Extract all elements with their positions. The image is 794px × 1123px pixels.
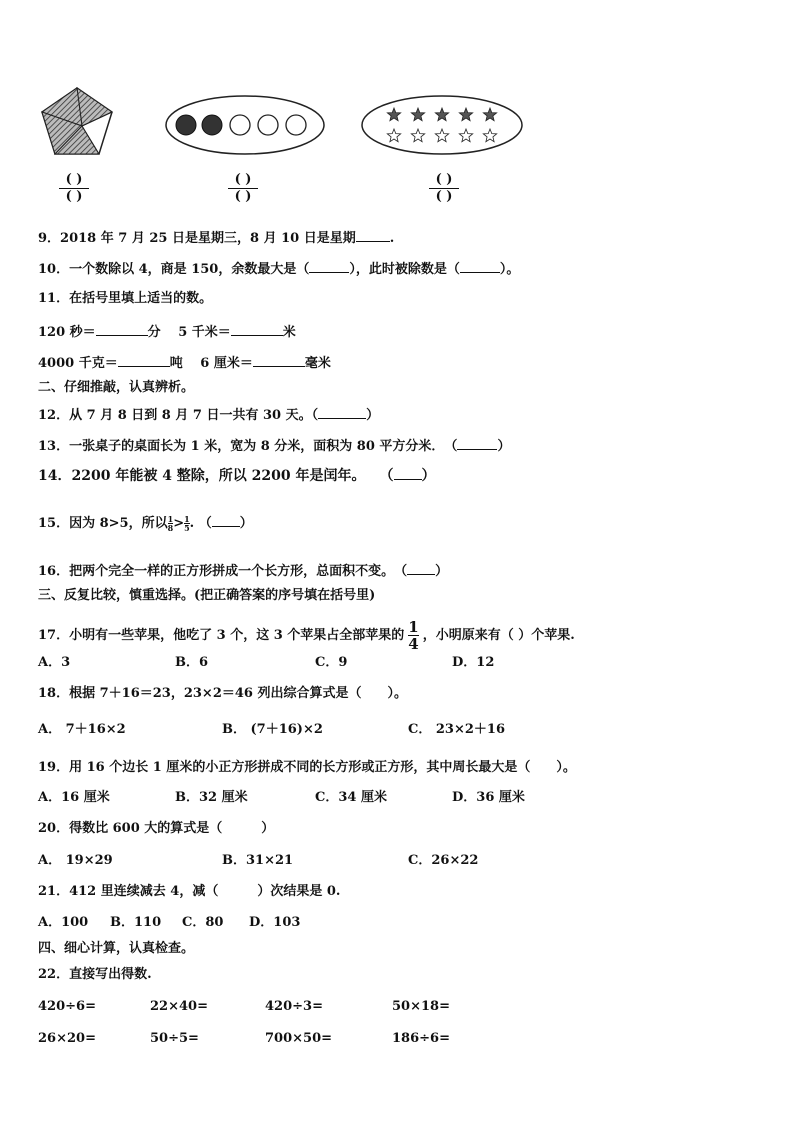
answer-blank[interactable] <box>309 260 349 273</box>
circles-oval-figure <box>164 94 326 156</box>
q20-option-b[interactable]: B．31×21 <box>222 853 294 868</box>
q21-option-a[interactable]: A．100 <box>38 915 89 930</box>
q21-option-c[interactable]: C．80 <box>182 915 224 930</box>
q19-option-a[interactable]: A．16 厘米 <box>38 790 110 805</box>
question-14: 14．2200 年能被 4 整除，所以 2200 年是闰年。 （ ） <box>38 468 436 484</box>
answer-blank[interactable] <box>356 229 390 242</box>
calc-item: 50×18= <box>392 999 450 1014</box>
q20-option-c[interactable]: C．26×22 <box>408 853 479 868</box>
question-10: 10．一个数除以 4，商是 150，余数最大是（ ），此时被除数是（ ）。 <box>38 262 520 277</box>
question-13: 13．一张桌子的桌面长为 1 米，宽为 8 分米，面积为 80 平方分米． （ ） <box>38 439 511 454</box>
fraction-blank-1: ( ) ( ) <box>54 173 94 204</box>
section-4-heading: 四、细心计算，认真检查。 <box>38 941 195 956</box>
question-17: 17．小明有一些苹果，他吃了 3 个，这 3 个苹果占全部苹果的 $\frac{1}{4}$ ，小明原来有（ ）个苹果. <box>38 618 575 653</box>
answer-blank[interactable] <box>253 354 305 367</box>
section-2-heading: 二、仔细推敲，认真辨析。 <box>38 380 195 395</box>
fraction-1-4: $\frac{1}{4}$ <box>408 618 419 653</box>
answer-blank[interactable] <box>318 406 366 419</box>
q20-option-a[interactable]: A． 19×29 <box>38 853 113 868</box>
q17-option-b[interactable]: B．6 <box>175 655 209 670</box>
stars-oval-figure <box>360 94 524 156</box>
fraction-blank-2: ( ) ( ) <box>223 173 263 204</box>
calc-item: 26×20= <box>38 1031 96 1046</box>
calc-item: 700×50= <box>265 1031 333 1046</box>
answer-blank[interactable] <box>96 323 148 336</box>
question-11-row-2: 4000 千克＝ 吨 6 厘米＝ 毫米 <box>38 356 331 371</box>
question-19: 19．用 16 个边长 1 厘米的小正方形拼成不同的长方形或正方形，其中周长最大是（ ）。 <box>38 760 576 775</box>
q17-option-d[interactable]: D．12 <box>452 655 495 670</box>
q19-option-d[interactable]: D．36 厘米 <box>452 790 525 805</box>
q21-option-d[interactable]: D．103 <box>249 915 301 930</box>
q18-option-c[interactable]: C． 23×2＋16 <box>408 722 505 737</box>
calc-item: 420÷3= <box>265 999 323 1014</box>
answer-blank[interactable] <box>457 437 497 450</box>
q18-option-b[interactable]: B． (7＋16)×2 <box>222 722 323 737</box>
q19-option-b[interactable]: B．32 厘米 <box>175 790 248 805</box>
section-3-heading: 三、反复比较，慎重选择。(把正确答案的序号填在括号里) <box>38 588 376 603</box>
question-9: 9．2018 年 7 月 25 日是星期三，8 月 10 日是星期 . <box>38 231 395 246</box>
q19-option-c[interactable]: C．34 厘米 <box>315 790 387 805</box>
calc-item: 186÷6= <box>392 1031 450 1046</box>
q18-option-a[interactable]: A． 7＋16×2 <box>38 722 126 737</box>
q17-option-c[interactable]: C．9 <box>315 655 348 670</box>
question-18: 18．根据 7＋16＝23，23×2＝46 列出综合算式是（ ）。 <box>38 686 407 701</box>
answer-blank[interactable] <box>212 514 240 527</box>
q21-option-b[interactable]: B．110 <box>110 915 162 930</box>
calc-item: 22×40= <box>150 999 208 1014</box>
answer-blank[interactable] <box>394 467 422 480</box>
answer-blank[interactable] <box>460 260 500 273</box>
calc-item: 50÷5= <box>150 1031 199 1046</box>
question-16: 16．把两个完全一样的正方形拼成一个长方形，总面积不变。 （ ） <box>38 564 449 579</box>
question-22: 22．直接写出得数. <box>38 967 152 982</box>
question-11: 11．在括号里填上适当的数。 <box>38 291 213 306</box>
question-11-row-1: 120 秒＝ 分 5 千米＝ 米 <box>38 325 296 340</box>
fraction-blank-3: ( ) ( ) <box>424 173 464 204</box>
question-15: 15．因为 8>5，所以 $\frac{1}{8}$ > $\frac{1}{5}$ . （ ） <box>38 514 253 533</box>
answer-blank[interactable] <box>407 562 435 575</box>
question-12: 12．从 7 月 8 日到 8 月 7 日一共有 30 天。（ ） <box>38 408 380 423</box>
question-20: 20．得数比 600 大的算式是（ ） <box>38 821 275 836</box>
fraction-1-8: $\frac{1}{8}$ <box>167 514 174 533</box>
fraction-1-5: $\frac{1}{5}$ <box>184 514 190 533</box>
calc-item: 420÷6= <box>38 999 96 1014</box>
answer-blank[interactable] <box>231 323 283 336</box>
answer-blank[interactable] <box>118 354 170 367</box>
q17-option-a[interactable]: A．3 <box>38 655 71 670</box>
question-21: 21．412 里连续减去 4，减（ ）次结果是 0. <box>38 884 341 899</box>
pentagon-figure <box>40 86 114 156</box>
